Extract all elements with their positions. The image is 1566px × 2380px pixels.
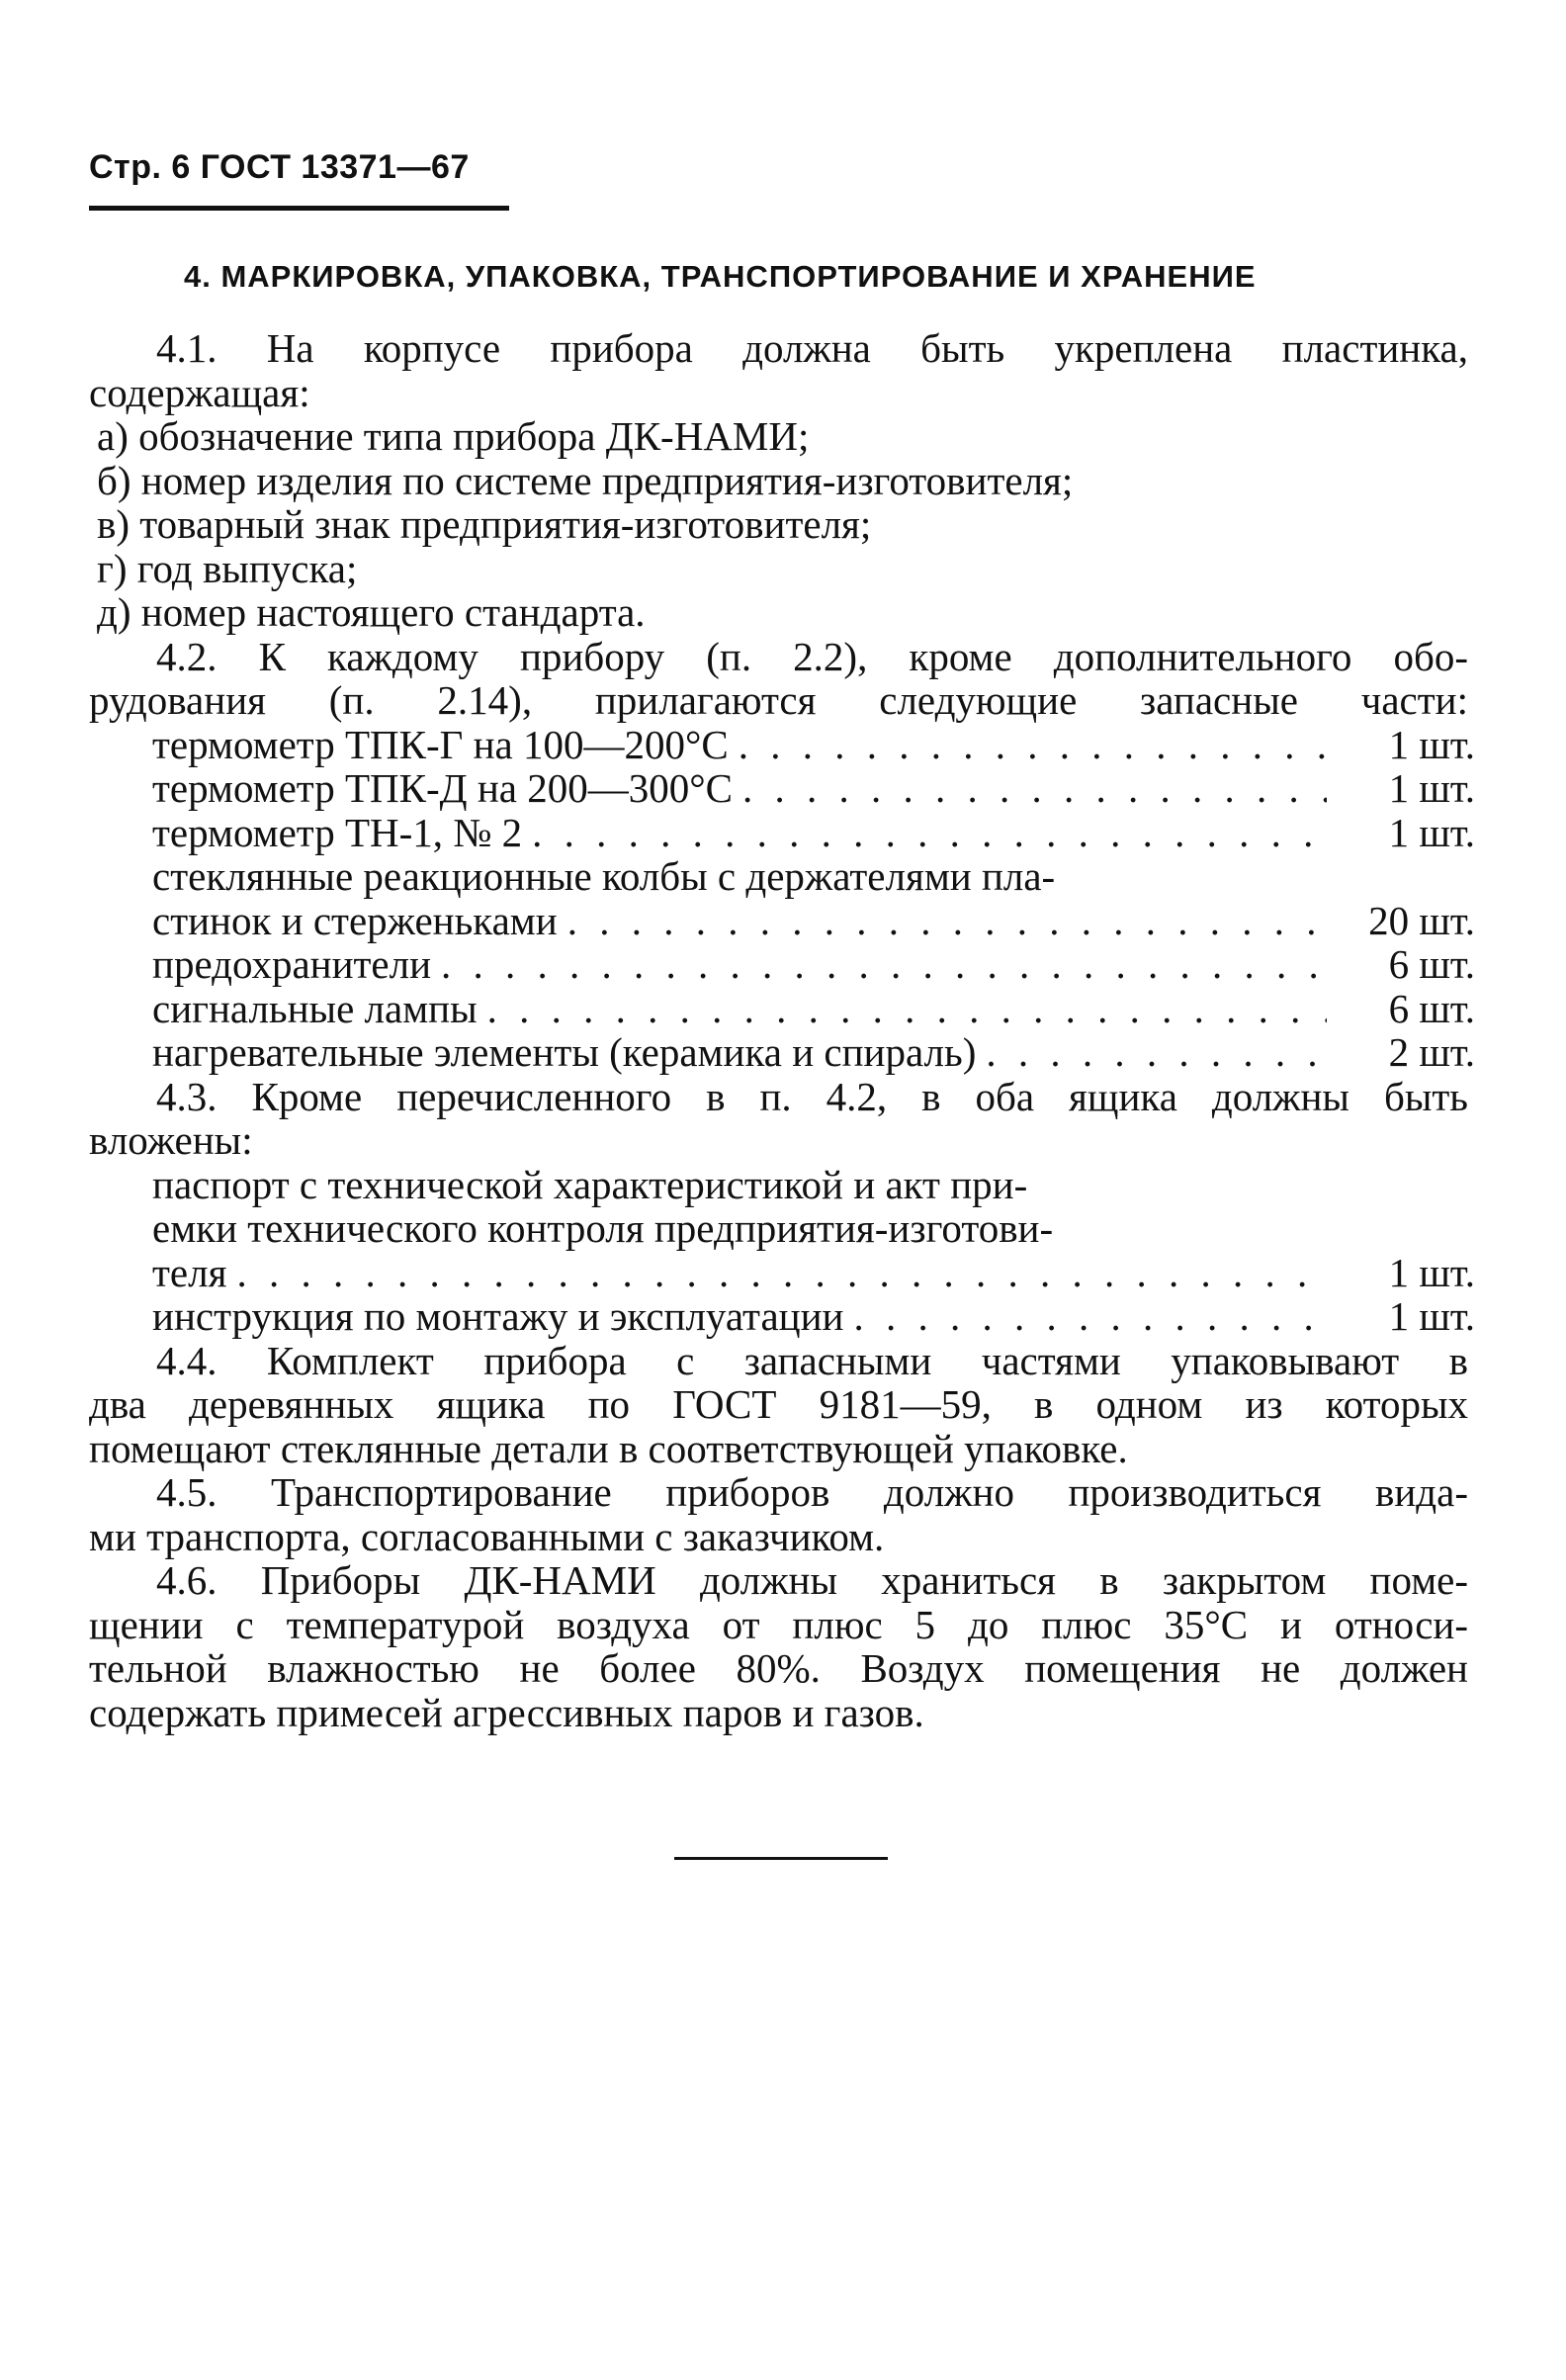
p44-line1: 4.4. Комплект прибора с запасными частями упаковывают в: [156, 1337, 1468, 1383]
list-item: б) номер изделия по системе предприятия-изготовителя;: [97, 457, 1074, 503]
list-item: в) товарный знак предприятия-изготовителя;: [97, 501, 872, 547]
parts-row: [89, 1294, 1475, 1339]
leader-dots: [441, 942, 1327, 987]
p46-line1: 4.6. Приборы ДК-НАМИ должны храниться в закрытом поме-: [156, 1557, 1468, 1603]
part-qty: 1 шт.: [1388, 765, 1475, 811]
p41-line1: 4.1. На корпусе прибора должна быть укреплена пластинка,: [156, 325, 1468, 371]
list-item: г) год выпуска;: [97, 545, 358, 591]
parts-row: [89, 811, 1475, 855]
p43-line2: вложены:: [89, 1117, 253, 1163]
leader-dots: [853, 1294, 1327, 1339]
part-qty: 2 шт.: [1388, 1029, 1475, 1075]
p46-line4: содержать примесей агрессивных паров и газов.: [89, 1689, 924, 1735]
parts-row: [89, 766, 1475, 811]
part-name: термометр ТПК-Д на 200—300°С: [152, 765, 733, 811]
part-qty: 1 шт.: [1388, 809, 1475, 855]
leader-dots: [739, 723, 1327, 767]
part-name: предохранители: [152, 941, 432, 987]
list-item: д) номер настоящего стандарта.: [97, 589, 646, 635]
document-body: [89, 325, 1475, 1735]
parts-row: [89, 899, 1475, 943]
leader-dots: [236, 1251, 1327, 1295]
section-title: 4. МАРКИРОВКА, УПАКОВКА, ТРАНСПОРТИРОВАНИЕ И ХРАНЕНИЕ: [184, 259, 1257, 294]
parts-row: [89, 987, 1475, 1031]
parts-row: [89, 723, 1475, 767]
flasks-line1: стеклянные реакционные колбы с держателями пла-: [152, 853, 1056, 899]
list-item: а) обозначение типа прибора ДК-НАМИ;: [97, 413, 810, 459]
p44-line3: помещают стеклянные детали в соответствующей упаковке.: [89, 1425, 1128, 1471]
leader-dots: [567, 899, 1327, 943]
header-rule: [89, 206, 509, 211]
p45-line2: ми транспорта, согласованными с заказчиком.: [89, 1513, 885, 1559]
page-header: Стр. 6 ГОСТ 13371—67: [89, 148, 470, 186]
parts-row: [89, 942, 1475, 987]
part-qty: 20 шт.: [1368, 897, 1475, 943]
part-name: термометр ТН-1, № 2: [152, 809, 523, 855]
leader-dots: [742, 766, 1327, 811]
p46-line2: щении с температурой воздуха от плюс 5 до плюс 35°С и относи-: [89, 1601, 1468, 1647]
leader-dots: [532, 811, 1327, 855]
end-rule: [674, 1857, 888, 1860]
passport-line2: емки технического контроля предприятия-изготови-: [152, 1205, 1054, 1251]
passport-line1: паспорт с технической характеристикой и акт при-: [152, 1161, 1028, 1207]
part-qty: 1 шт.: [1388, 1293, 1475, 1339]
part-qty: 1 шт.: [1388, 1249, 1475, 1295]
parts-row: [89, 1030, 1475, 1075]
leader-dots: [487, 987, 1327, 1031]
p42-line2: рудования (п. 2.14), прилагаются следующие запасные части:: [89, 677, 1468, 723]
part-name: нагревательные элементы (керамика и спираль): [152, 1029, 977, 1075]
parts-row: [89, 1251, 1475, 1295]
p41-line2: содержащая:: [89, 369, 310, 415]
p44-line2: два деревянных ящика по ГОСТ 9181—59, в одном из которых: [89, 1381, 1468, 1427]
p46-line3: тельной влажностью не более 80%. Воздух помещения не должен: [89, 1645, 1468, 1691]
p42-line1: 4.2. К каждому прибору (п. 2.2), кроме дополнительного обо-: [156, 633, 1468, 679]
p43-line1: 4.3. Кроме перечисленного в п. 4.2, в оба ящика должны быть: [156, 1073, 1468, 1119]
part-qty: 6 шт.: [1388, 985, 1475, 1031]
part-name: сигнальные лампы: [152, 985, 478, 1031]
part-name: инструкция по монтажу и эксплуатации: [152, 1293, 844, 1339]
p45-line1: 4.5. Транспортирование приборов должно производиться вида-: [156, 1469, 1468, 1515]
leader-dots: [986, 1030, 1327, 1075]
part-qty: 6 шт.: [1388, 941, 1475, 987]
part-name: термометр ТПК-Г на 100—200°С: [152, 721, 729, 767]
part-name: теля: [152, 1249, 227, 1295]
part-qty: 1 шт.: [1388, 721, 1475, 767]
part-name: стинок и стерженьками: [152, 897, 558, 943]
